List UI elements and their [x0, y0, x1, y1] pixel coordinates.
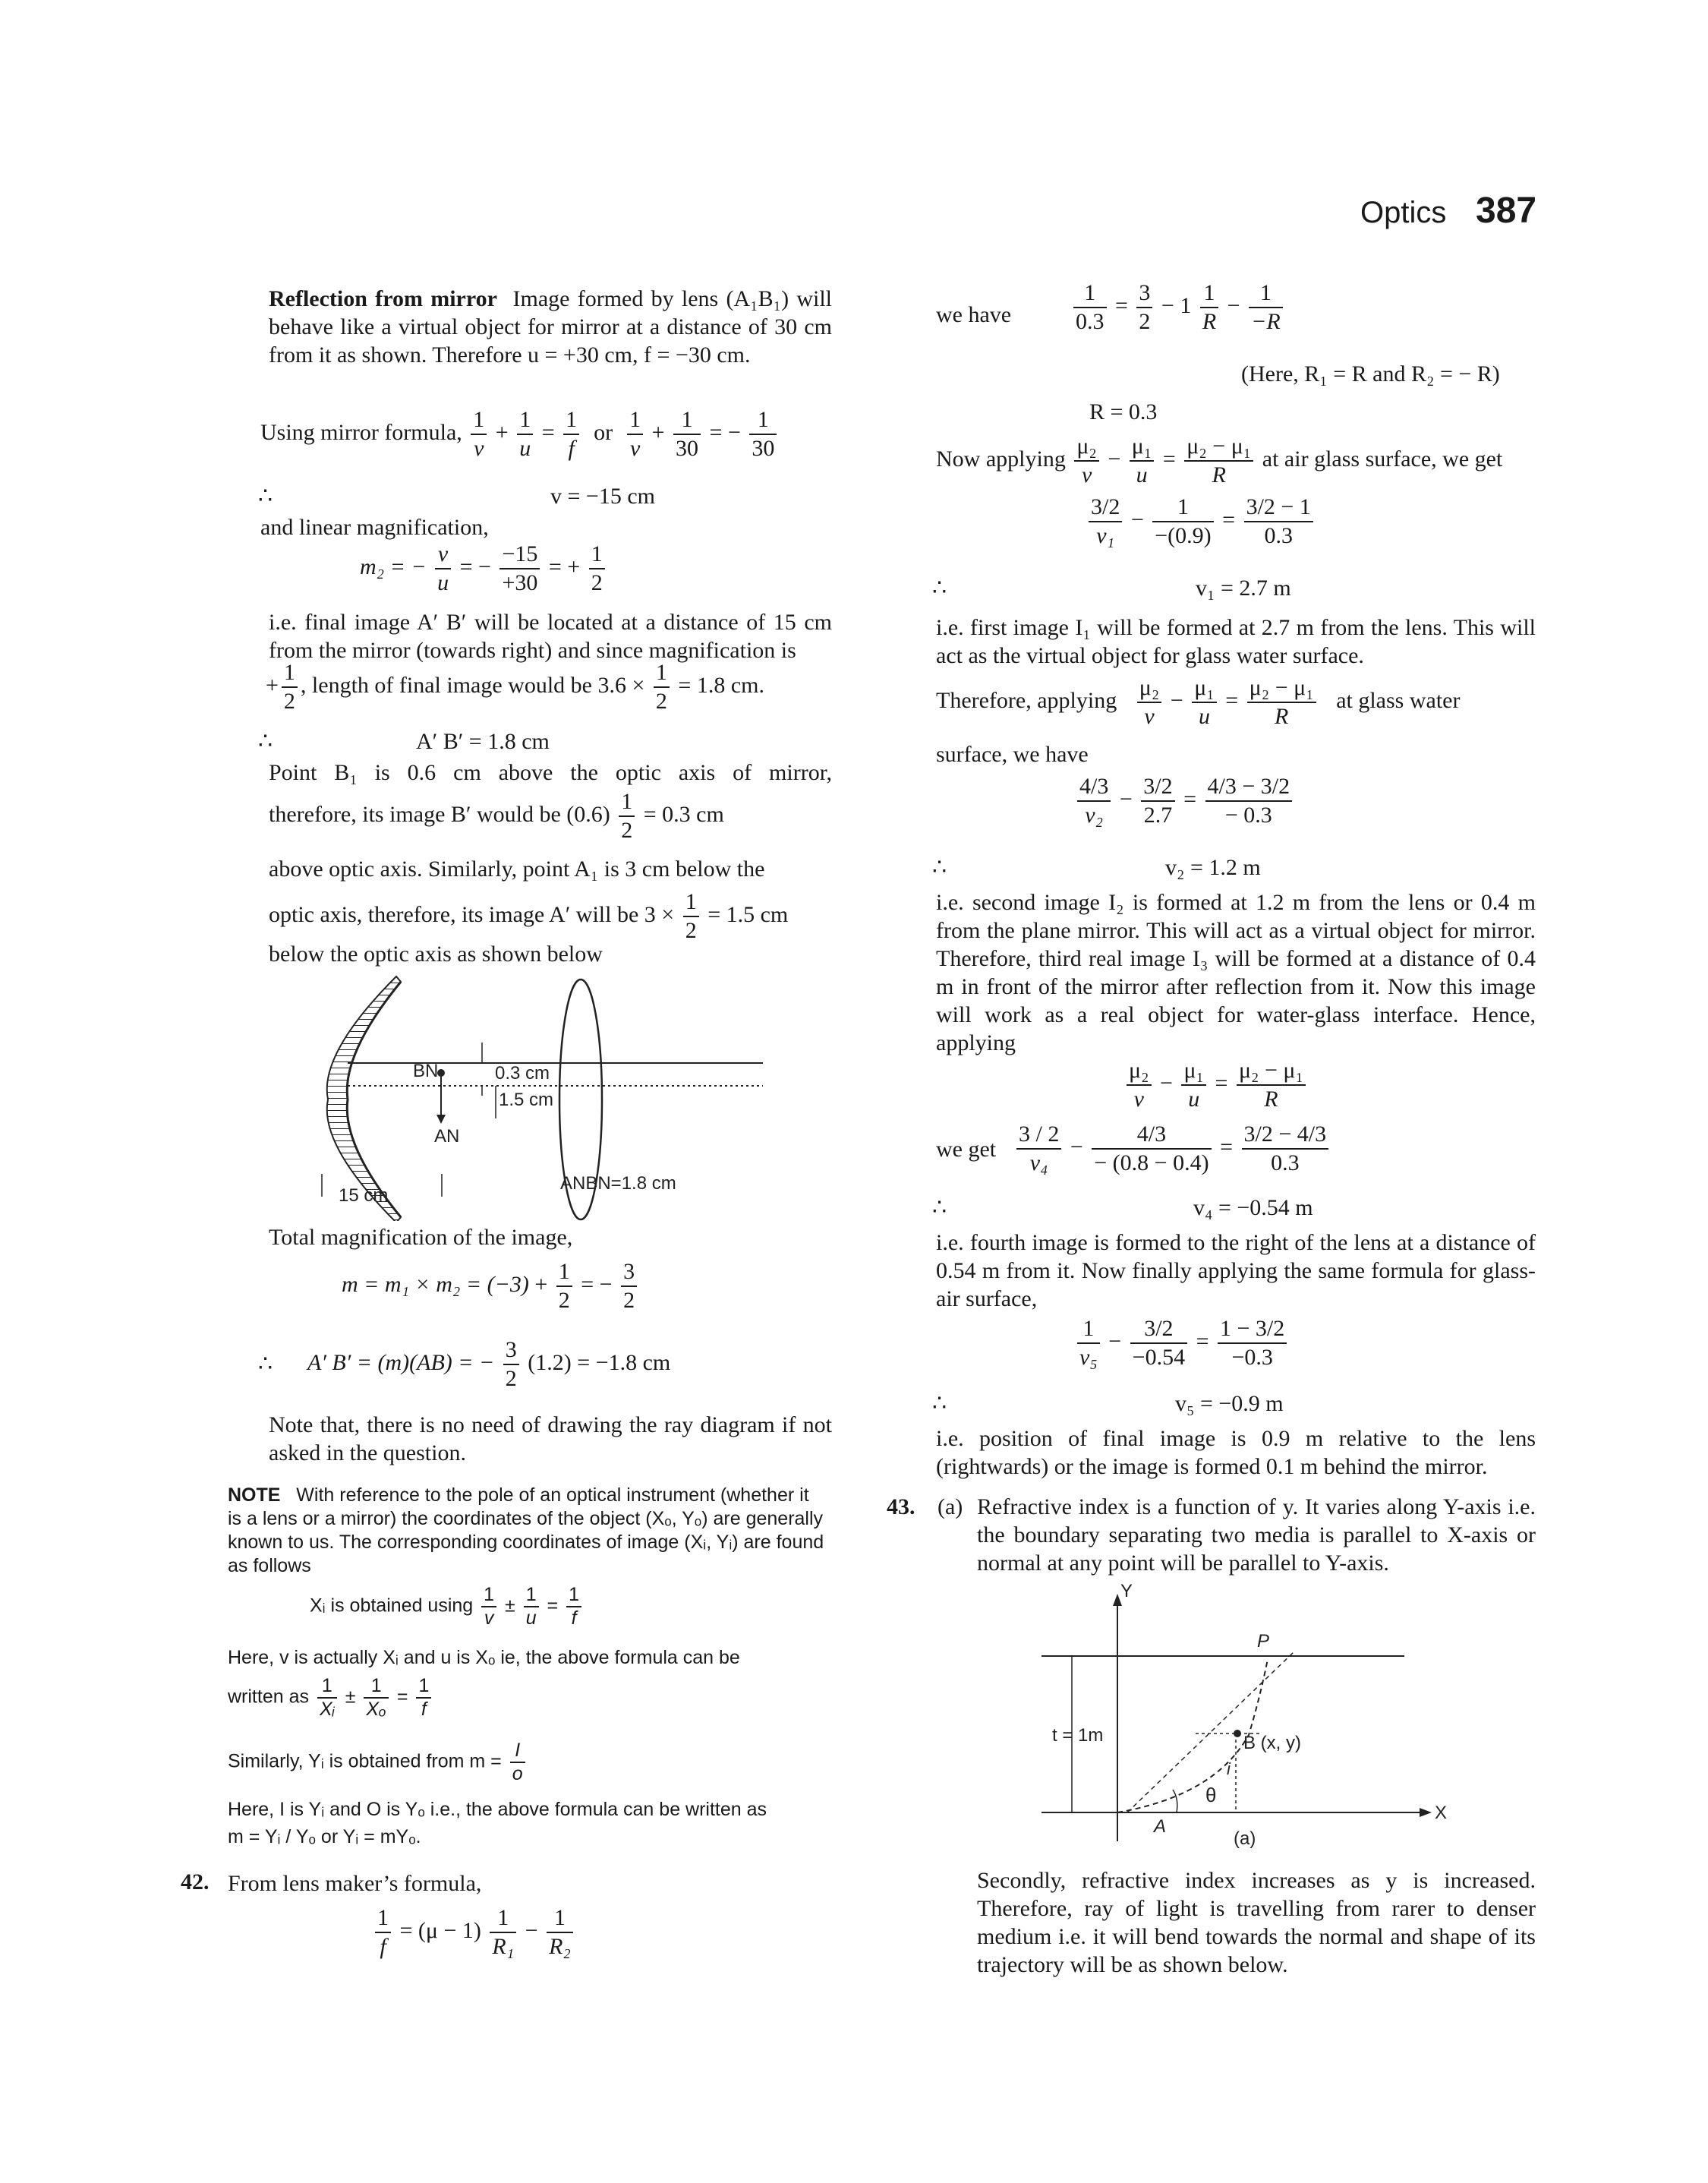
- linear-magnification-label: and linear magnification,: [260, 515, 489, 540]
- label-an: AN: [434, 1126, 460, 1147]
- therefore-symbol: ∴: [932, 576, 947, 601]
- v-result: v = −15 cm: [550, 484, 655, 509]
- therefore-symbol: ∴: [932, 1195, 947, 1220]
- refraction-formula-2: $\frac{\text{μ₂}}{v}$ − $\frac{\text{μ₁}}{u}$ = $\frac{\text{μ₂ − μ₁}}{R}$: [1123, 1057, 1309, 1113]
- label-bn: BN: [413, 1061, 439, 1081]
- label-a: A: [1154, 1816, 1167, 1837]
- reflection-text: Image formed by lens (A₁B₁) will behave like a virtual object for mirror at a distance of 30 cm from it as shown. Therefore u = +30 cm, f = −30 cm.: [269, 286, 833, 368]
- point-a1-line: above optic axis. Similarly, point A₁ is 3 cm below the: [269, 856, 765, 882]
- point-b-dot: [1234, 1730, 1241, 1737]
- final-image-length-line: + $\frac{1}{2}$ , length of final image would be 3.6 × $\frac{1}{2}$ = 1.8 cm.: [266, 660, 764, 714]
- image-arrow-head: [436, 1115, 446, 1124]
- label-p: P: [1257, 1631, 1270, 1651]
- x-axis-arrow: [1420, 1808, 1432, 1817]
- mirror-reflecting-surface: [347, 982, 401, 1217]
- position-final-text: i.e. position of final image is 0.9 m relative to the lens (rightwards) or the image is formed 0.1 m behind the mirror.: [936, 1426, 1536, 1479]
- here-r-note: (Here, R₁ = R and R₂ = − R): [1241, 361, 1500, 386]
- label-x: X: [1435, 1803, 1448, 1823]
- concave-mirror-shape: [327, 976, 401, 1221]
- question-43-number: 43.: [887, 1494, 915, 1519]
- similarly-y-line: Similarly, Yᵢ is obtained from m = $\frac{I}{o}$: [228, 1740, 528, 1785]
- v2-equation: $\frac{4/3}{\text{v₂}}$ − $\frac{3/2}{2.7}$ = $\frac{4/3 - 3/2}{- 0.3}$: [1074, 773, 1295, 829]
- label-theta: θ: [1205, 1784, 1217, 1806]
- theta-arc: [1173, 1790, 1177, 1812]
- label-15cm-small: 1.5 cm: [499, 1090, 554, 1110]
- label-b: B (x, y): [1243, 1733, 1301, 1753]
- label-i: i: [1227, 1759, 1231, 1778]
- reflection-label: Reflection from mirror: [269, 286, 497, 311]
- lens-equation: $\frac{1}{0.3}$ = $\frac{3}{2}$ − 1 $\frac{1}{R}$ − $\frac{1}{-R}$: [1070, 279, 1286, 336]
- mirror-lens-diagram: [311, 970, 782, 1221]
- question-42-text: From lens maker’s formula,: [228, 1871, 482, 1896]
- therefore-symbol: ∴: [258, 484, 273, 509]
- point-a1-image-line: optic axis, therefore, its image A′ will be 3 × $\frac{1}{2}$ = 1.5 cm: [269, 889, 789, 943]
- therefore-symbol: ∴: [258, 1352, 273, 1377]
- now-applying-line: Now applying $\frac{\text{μ₂}}{v}$ − $\frac{\text{μ₁}}{u}$ = $\frac{\text{μ₂ − μ₁}}{R}$ at air glass surface, we get: [936, 434, 1503, 487]
- therefore-applying-line: Therefore, applying $\frac{\text{μ₂}}{v}$ − $\frac{\text{μ₁}}{u}$ = $\frac{\text{μ₂ − μ₁}}{R}$ at glass water: [936, 675, 1461, 729]
- we-have-label: we have: [936, 302, 1012, 327]
- m-equation-line: m = Yᵢ / Yₒ or Yᵢ = mYₒ.: [228, 1826, 421, 1847]
- diagram-caption: (a): [1234, 1828, 1256, 1849]
- here-i-line: Here, I is Yᵢ and O is Yₒ i.e., the above formula can be written as: [228, 1799, 767, 1820]
- final-image-text: i.e. final image A′ B′ will be located at a distance of 15 cm from the mirror (towards right) and since magnification is: [269, 610, 832, 663]
- v2-result: v₂ = 1.2 m: [1165, 855, 1261, 880]
- running-header-section: Optics: [1360, 196, 1447, 229]
- label-t: t = 1m: [1052, 1725, 1104, 1746]
- written-as-line: written as $\frac{1}{\text{Xᵢ}}$ ± $\frac{1}{\text{Xₒ}}$ = $\frac{1}{f}$: [228, 1675, 434, 1721]
- v4-result: v₄ = −0.54 m: [1193, 1195, 1313, 1220]
- r-result: R = 0.3: [1089, 399, 1158, 424]
- final-ab-equation: A′ B′ = (m)(AB) = − $\frac{3}{2}$ (1.2) = −1.8 cm: [307, 1337, 671, 1391]
- v5-equation: $\frac{1}{\text{v₅}}$ − $\frac{3/2}{-0.54}$ = $\frac{1 - 3/2}{-0.3}$: [1074, 1315, 1290, 1371]
- we-get-label: we get: [936, 1137, 997, 1162]
- total-magnification-text: Total magnification of the image,: [269, 1225, 573, 1250]
- ab-result: A′ B′ = 1.8 cm: [416, 729, 550, 754]
- label-anbn: ANBN=1.8 cm: [560, 1173, 676, 1194]
- total-magnification-equation: m = m₁ × m₂ = (−3) + $\frac{1}{2}$ = − $\frac{3}{2}$: [342, 1258, 640, 1314]
- first-image-text: i.e. first image I₁ will be formed at 2.7 m from the lens. This will act as the virtual object for glass water surface.: [936, 615, 1536, 668]
- therefore-symbol: ∴: [932, 1391, 947, 1416]
- frac-1-f: $\frac{1}{f}$: [563, 406, 579, 462]
- point-b1-line: Point B₁ is 0.6 cm above the optic axis of mirror,: [269, 760, 832, 785]
- frac-1-u: $\frac{1}{u}$: [517, 406, 533, 462]
- label-15cm: 15 cm: [339, 1185, 389, 1206]
- surface-we-have: surface, we have: [936, 742, 1089, 767]
- note-box: [228, 1484, 827, 1578]
- note-text: With reference to the pole of an optical instrument (whether it is a lens or a mirror) the coordinates of the object (Xₒ, Yₒ) are generally known to us. The corresponding coordinates of image (Xᵢ, Yᵢ) are found as follows: [228, 1484, 824, 1576]
- label-03cm: 0.3 cm: [495, 1063, 550, 1084]
- trajectory-diagram: [1032, 1583, 1457, 1856]
- here-v-line: Here, v is actually Xᵢ and u is Xₒ ie, the above formula can be: [228, 1647, 740, 1668]
- label-y: Y: [1120, 1583, 1133, 1601]
- v4-equation: $\frac{3 / 2}{\text{v₄}}$ − $\frac{4/3}{- (0.8 - 0.4)}$ = $\frac{3/2 - 4/3}{0.3}$: [1013, 1121, 1331, 1177]
- question-42-number: 42.: [181, 1869, 210, 1894]
- second-image-text: i.e. second image I₂ is formed at 1.2 m from the lens or 0.4 m from the plane mirror. This will act as a virtual object for mirror. Therefore, third real image I₃ will be formed at a distance of 0.4 m in front of the mirror after reflection from it. Now this image will work as a real object for water-glass interface. Hence, applying: [936, 890, 1536, 1055]
- v5-result: v₅ = −0.9 m: [1175, 1391, 1284, 1416]
- fourth-image-text: i.e. fourth image is formed to the right of the lens at a distance of 0.54 m from it. Now finally applying the same formula for glass-air surface,: [936, 1230, 1536, 1311]
- note-label: NOTE: [228, 1484, 281, 1506]
- therefore-symbol: ∴: [932, 855, 947, 880]
- secondly-paragraph: Secondly, refractive index increases as y is increased. Therefore, ray of light is travelling from rarer to denser medium i.e. it will bend towards the normal and shape of its trajectory will be as shown below.: [977, 1868, 1536, 1977]
- therefore-symbol: ∴: [258, 729, 273, 754]
- note-ray-diagram: Note that, there is no need of drawing the ray diagram if not asked in the question.: [269, 1412, 832, 1465]
- point-b1-image-line: therefore, its image B′ would be (0.6) $\frac{1}{2}$ = 0.3 cm: [269, 789, 724, 843]
- question-43-part-a: (a): [938, 1494, 963, 1519]
- lens-maker-equation: $\frac{1}{f}$ = (μ − 1) $\frac{1}{\text{R₁}}$ − $\frac{1}{\text{R₂}}$: [372, 1904, 576, 1961]
- below-optic-axis-text: below the optic axis as shown below: [269, 942, 603, 967]
- question-43-text: Refractive index is a function of y. It varies along Y-axis i.e. the boundary separating two media is parallel to X-axis or normal at any point will be parallel to Y-axis.: [977, 1494, 1536, 1576]
- v1-equation: $\frac{3/2}{\text{v₁}}$ − $\frac{1}{-(0.9)}$ = $\frac{3/2 - 1}{0.3}$: [1086, 494, 1316, 550]
- page-number: 387: [1476, 191, 1537, 231]
- frac-1-v: $\frac{1}{v}$: [471, 406, 487, 462]
- mirror-formula-line: Using mirror formula, $\frac{1}{v}$ + $\frac{1}{u}$ = $\frac{1}{f}$ or $\frac{1}{v}$ + $\frac{1}{30}$ = − $\frac{1}{30}$: [260, 406, 780, 462]
- xi-obtained-line: Xᵢ is obtained using $\frac{1}{v}$ ± $\frac{1}{u}$ = $\frac{1}{f}$: [310, 1584, 585, 1629]
- v1-result: v₁ = 2.7 m: [1196, 576, 1291, 601]
- m2-equation: m₂ = − $\frac{v}{u}$ = − $\frac{-15}{+30}$ = + $\frac{1}{2}$: [360, 541, 608, 597]
- reflection-paragraph: [269, 285, 832, 369]
